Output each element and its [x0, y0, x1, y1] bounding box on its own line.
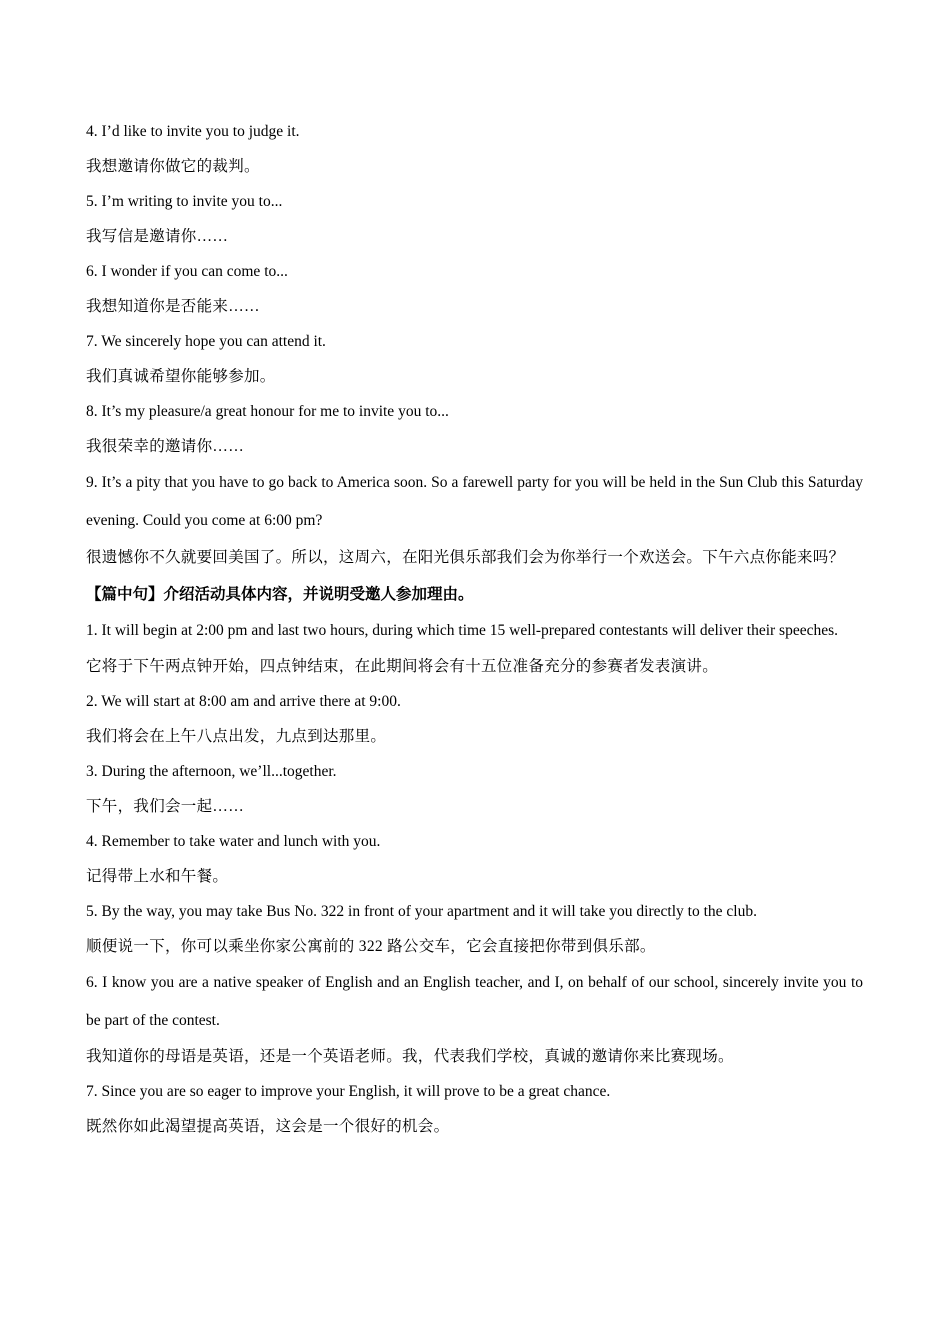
- opening-item-5-en: 5. I’m writing to invite you to...: [86, 193, 283, 210]
- middle-item-3-cn: 下午，我们会一起……: [86, 798, 245, 815]
- middle-item-6-en: 6. I know you are a native speaker of English and an English teacher, and I, on behalf of our school, sincerely invite you to be part of the contest.: [86, 974, 863, 1029]
- opening-item-9-en: 9. It’s a pity that you have to go back to America soon. So a farewell party for you will be held in the Sun Club this Saturday evening. Could you come at 6:00 pm?: [86, 474, 863, 529]
- middle-item-2-cn: 我们将会在上午八点出发，九点到达那里。: [86, 728, 387, 745]
- opening-item-5-cn: 我写信是邀请你……: [86, 228, 229, 245]
- opening-item-4-cn: 我想邀请你做它的裁判。: [86, 158, 260, 175]
- opening-item-9-cn: 很遗憾你不久就要回美国了。所以，这周六，在阳光俱乐部我们会为你举行一个欢送会。下午六点你能来吗？: [86, 549, 845, 566]
- middle-item-4-cn: 记得带上水和午餐。: [86, 868, 229, 885]
- middle-item-6-cn: 我知道你的母语是英语，还是一个英语老师。我，代表我们学校，真诚的邀请你来比赛现场。: [86, 1048, 734, 1065]
- middle-item-2-en: 2. We will start at 8:00 am and arrive there at 9:00.: [86, 693, 401, 710]
- middle-item-1-cn: 它将于下午两点钟开始，四点钟结束，在此期间将会有十五位准备充分的参赛者发表演讲。: [86, 658, 719, 675]
- middle-item-7-cn: 既然你如此渴望提高英语，这会是一个很好的机会。: [86, 1118, 450, 1135]
- middle-item-3-en: 3. During the afternoon, we’ll...together.: [86, 763, 337, 780]
- opening-item-4-en: 4. I’d like to invite you to judge it.: [86, 123, 300, 140]
- middle-item-5-en: 5. By the way, you may take Bus No. 322 in front of your apartment and it will take you directly to the club.: [86, 903, 757, 920]
- opening-item-7-cn: 我们真诚希望你能够参加。: [86, 368, 276, 385]
- opening-item-7-en: 7. We sincerely hope you can attend it.: [86, 333, 326, 350]
- opening-item-8-cn: 我很荣幸的邀请你……: [86, 438, 245, 455]
- opening-item-6-en: 6. I wonder if you can come to...: [86, 263, 288, 280]
- opening-item-6-cn: 我想知道你是否能来……: [86, 298, 260, 315]
- middle-item-1-en: 1. It will begin at 2:00 pm and last two hours, during which time 15 well-prepared contestants will deliver their speeches.: [86, 621, 838, 639]
- middle-item-5-cn: 顺便说一下，你可以乘坐你家公寓前的 322 路公交车，它会直接把你带到俱乐部。: [86, 938, 656, 955]
- middle-item-4-en: 4. Remember to take water and lunch with you.: [86, 833, 381, 850]
- section-heading: 【篇中句】介绍活动具体内容，并说明受邀人参加理由。: [86, 585, 474, 603]
- middle-item-7-en: 7. Since you are so eager to improve your English, it will prove to be a great chance.: [86, 1083, 611, 1100]
- document-page: [86, 114, 863, 1144]
- opening-item-8-en: 8. It’s my pleasure/a great honour for me to invite you to...: [86, 403, 449, 420]
